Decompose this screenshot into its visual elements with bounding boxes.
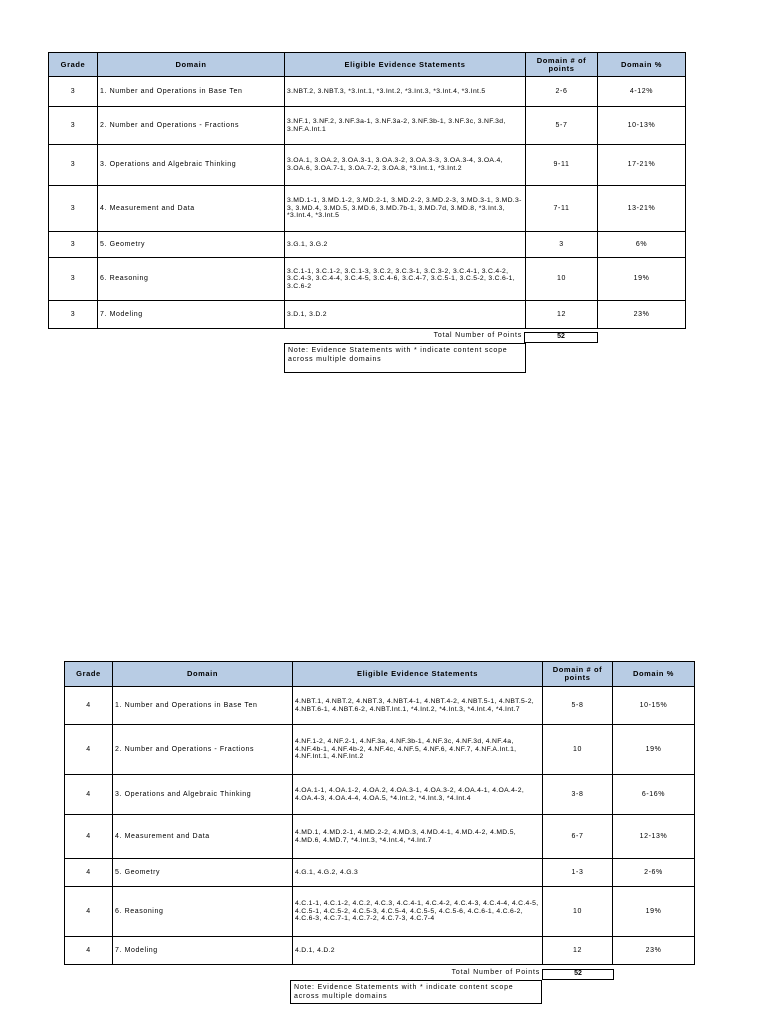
percent-cell: 10-13%: [598, 107, 686, 145]
grade-cell: 4: [65, 815, 113, 859]
points-cell: 3-8: [543, 775, 613, 815]
percent-cell: 2-6%: [613, 859, 695, 887]
domain-cell: 4. Measurement and Data: [98, 186, 285, 232]
points-cell: 7-11: [526, 186, 598, 232]
points-cell: 2-6: [526, 77, 598, 107]
header-grade: Grade: [65, 662, 113, 687]
evidence-cell: 3.NBT.2, 3.NBT.3, *3.Int.1, *3.Int.2, *3.Int.3, *3.Int.4, *3.Int.5: [285, 77, 526, 107]
percent-cell: 19%: [613, 725, 695, 775]
table-row: [49, 232, 686, 258]
evidence-cell: 4.G.1, 4.G.2, 4.G.3: [293, 859, 543, 887]
table-row: [65, 725, 695, 775]
points-cell: 5-7: [526, 107, 598, 145]
percent-cell: 23%: [598, 301, 686, 329]
domain-cell: 7. Modeling: [98, 301, 285, 329]
table-row: [65, 815, 695, 859]
header-percent: Domain %: [598, 53, 686, 77]
grade3-total-value: 52: [524, 332, 598, 343]
percent-cell: 13-21%: [598, 186, 686, 232]
grade-cell: 3: [49, 77, 98, 107]
evidence-cell: 3.C.1-1, 3.C.1-2, 3.C.1-3, 3.C.2, 3.C.3-1, 3.C.3-2, 3.C.4-1, 3.C.4-2, 3.C.4-3, 3.C.4-4, 3.C.4-5, 3.C.4-6, 3.C.4-7, 3.C.5-1, 3.C.5-2, 3.C.6-1, 3.C.6-2: [285, 258, 526, 301]
percent-cell: 12-13%: [613, 815, 695, 859]
header-points: Domain # of points: [543, 662, 613, 687]
percent-cell: 10-15%: [613, 687, 695, 725]
domain-cell: 1. Number and Operations in Base Ten: [113, 687, 293, 725]
grade4-total-label: Total Number of Points: [451, 969, 540, 976]
header-evidence: Eligible Evidence Statements: [285, 53, 526, 77]
points-cell: 10: [543, 887, 613, 937]
points-cell: 9-11: [526, 145, 598, 186]
domain-cell: 3. Operations and Algebraic Thinking: [113, 775, 293, 815]
domain-cell: 3. Operations and Algebraic Thinking: [98, 145, 285, 186]
domain-cell: 6. Reasoning: [98, 258, 285, 301]
grade-cell: 3: [49, 145, 98, 186]
table-row: [49, 145, 686, 186]
domain-cell: 2. Number and Operations - Fractions: [98, 107, 285, 145]
points-cell: 10: [543, 725, 613, 775]
domain-cell: 7. Modeling: [113, 937, 293, 965]
evidence-cell: 3.D.1, 3.D.2: [285, 301, 526, 329]
points-cell: 1-3: [543, 859, 613, 887]
header-percent: Domain %: [613, 662, 695, 687]
domain-cell: 5. Geometry: [113, 859, 293, 887]
points-cell: 5-8: [543, 687, 613, 725]
percent-cell: 23%: [613, 937, 695, 965]
grade-cell: 3: [49, 107, 98, 145]
header-grade: Grade: [49, 53, 98, 77]
table-row: [65, 937, 695, 965]
evidence-cell: 4.D.1, 4.D.2: [293, 937, 543, 965]
grade-cell: 4: [65, 687, 113, 725]
domain-cell: 6. Reasoning: [113, 887, 293, 937]
domain-cell: 1. Number and Operations in Base Ten: [98, 77, 285, 107]
grade-cell: 4: [65, 859, 113, 887]
grade-cell: 4: [65, 937, 113, 965]
domain-cell: 2. Number and Operations - Fractions: [113, 725, 293, 775]
points-cell: 10: [526, 258, 598, 301]
grade-cell: 4: [65, 775, 113, 815]
grade-cell: 3: [49, 301, 98, 329]
grade3-total-label: Total Number of Points: [433, 332, 522, 339]
grade4-total-value: 52: [542, 969, 614, 980]
evidence-cell: 4.NF.1-2, 4.NF.2-1, 4.NF.3a, 4.NF.3b-1, 4.NF.3c, 4.NF.3d, 4.NF.4a, 4.NF.4b-1, 4.NF.4b-2, 4.NF.4c, 4.NF.5, 4.NF.6, 4.NF.7, 4.NF.A.Int.1, 4.NF.Int.1, 4.NF.Int.2: [293, 725, 543, 775]
header-domain: Domain: [113, 662, 293, 687]
evidence-cell: 4.OA.1-1, 4.OA.1-2, 4.OA.2, 4.OA.3-1, 4.OA.3-2, 4.OA.4-1, 4.OA.4-2, 4.OA.4-3, 4.OA.4-4, 4.OA.5, *4.Int.2, *4.Int.3, *4.Int.4: [293, 775, 543, 815]
points-cell: 12: [526, 301, 598, 329]
domain-cell: 4. Measurement and Data: [113, 815, 293, 859]
table-row: [49, 77, 686, 107]
grade4-domain-table: [64, 661, 695, 965]
table-row: [65, 687, 695, 725]
table-row: [49, 186, 686, 232]
grade-cell: 3: [49, 186, 98, 232]
points-cell: 12: [543, 937, 613, 965]
table-row: [65, 775, 695, 815]
table-row: [49, 107, 686, 145]
header-domain: Domain: [98, 53, 285, 77]
percent-cell: 19%: [613, 887, 695, 937]
percent-cell: 4-12%: [598, 77, 686, 107]
table-row: [49, 301, 686, 329]
evidence-cell: 4.NBT.1, 4.NBT.2, 4.NBT.3, 4.NBT.4-1, 4.NBT.4-2, 4.NBT.5-1, 4.NBT.5-2, 4.NBT.6-1, 4.NBT.6-2, 4.NBT.Int.1, *4.Int.2, *4.Int.3, *4.Int.4, *4.Int.7: [293, 687, 543, 725]
percent-cell: 6%: [598, 232, 686, 258]
table-row: [49, 258, 686, 301]
table-row: [65, 887, 695, 937]
header-evidence: Eligible Evidence Statements: [293, 662, 543, 687]
grade-cell: 3: [49, 258, 98, 301]
points-cell: 6-7: [543, 815, 613, 859]
percent-cell: 19%: [598, 258, 686, 301]
evidence-cell: 4.MD.1, 4.MD.2-1, 4.MD.2-2, 4.MD.3, 4.MD.4-1, 4.MD.4-2, 4.MD.5, 4.MD.6, 4.MD.7, *4.Int.3, *4.Int.4, *4.Int.7: [293, 815, 543, 859]
percent-cell: 17-21%: [598, 145, 686, 186]
grade-cell: 4: [65, 725, 113, 775]
grade-cell: 4: [65, 887, 113, 937]
grade4-note: Note: Evidence Statements with * indicate content scope across multiple domains: [290, 980, 542, 1004]
domain-cell: 5. Geometry: [98, 232, 285, 258]
evidence-cell: 3.NF.1, 3.NF.2, 3.NF.3a-1, 3.NF.3a-2, 3.NF.3b-1, 3.NF.3c, 3.NF.3d, 3.NF.A.Int.1: [285, 107, 526, 145]
percent-cell: 6-16%: [613, 775, 695, 815]
grade3-domain-table: [48, 52, 686, 329]
evidence-cell: 4.C.1-1, 4.C.1-2, 4.C.2, 4.C.3, 4.C.4-1, 4.C.4-2, 4.C.4-3, 4.C.4-4, 4.C.4-5, 4.C.5-1, 4.C.5-2, 4.C.5-3, 4.C.5-4, 4.C.5-5, 4.C.5-6, 4.C.6-1, 4.C.6-2, 4.C.6-3, 4.C.7-1, 4.C.7-2, 4.C.7-3, 4.C.7-4: [293, 887, 543, 937]
table-row: [65, 859, 695, 887]
evidence-cell: 3.MD.1-1, 3.MD.1-2, 3.MD.2-1, 3.MD.2-2, 3.MD.2-3, 3.MD.3-1, 3.MD.3-3, 3.MD.4, 3.MD.5, 3.MD.6, 3.MD.7b-1, 3.MD.7d, 3.MD.8, *3.Int.3, *3.Int.4, *3.Int.5: [285, 186, 526, 232]
grade-cell: 3: [49, 232, 98, 258]
grade3-note: Note: Evidence Statements with * indicate content scope across multiple domains: [284, 343, 526, 373]
evidence-cell: 3.OA.1, 3.OA.2, 3.OA.3-1, 3.OA.3-2, 3.OA.3-3, 3.OA.3-4, 3.OA.4, 3.OA.6, 3.OA.7-1, 3.OA.7-2, 3.OA.8, *3.Int.1, *3.Int.2: [285, 145, 526, 186]
header-points: Domain # of points: [526, 53, 598, 77]
points-cell: 3: [526, 232, 598, 258]
evidence-cell: 3.G.1, 3.G.2: [285, 232, 526, 258]
